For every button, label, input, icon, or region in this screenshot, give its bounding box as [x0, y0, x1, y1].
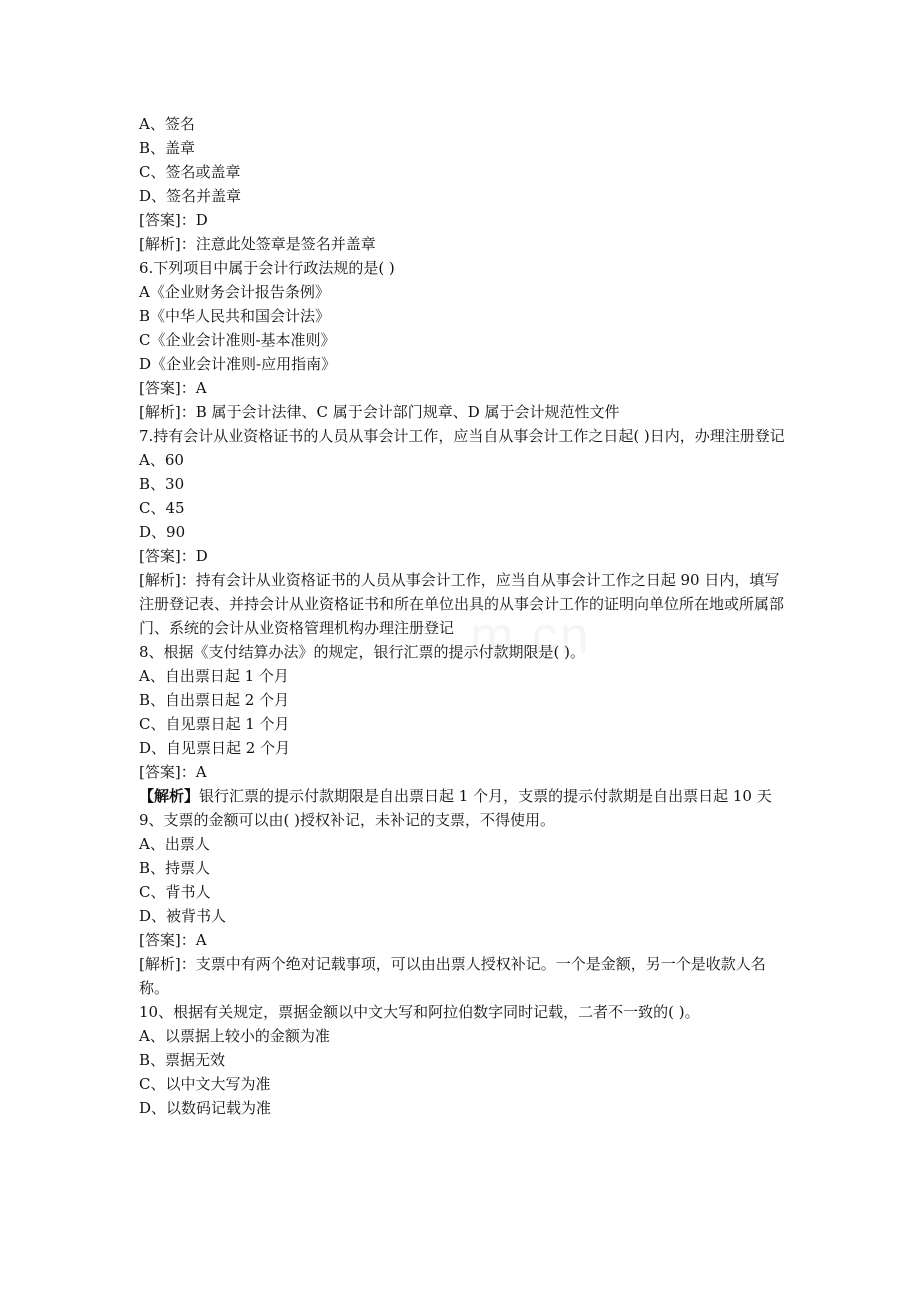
option-d: D、签名并盖章: [139, 187, 242, 205]
analysis: [解析]：注意此处签章是签名并盖章: [139, 235, 376, 253]
option-d: D、自见票日起 2 个月: [139, 739, 291, 757]
option-c: C、以中文大写为准: [139, 1075, 271, 1093]
option-a: A、以票据上较小的金额为准: [139, 1027, 330, 1045]
answer: [答案]：D: [139, 547, 208, 565]
question-6: 6.下列项目中属于会计行政法规的是( ): [139, 259, 395, 277]
analysis: [解析]：支票中有两个绝对记载事项，可以由出票人授权补记。一个是金额，另一个是收款人名称。: [139, 955, 766, 997]
option-c: C、自见票日起 1 个月: [139, 715, 290, 733]
analysis: [解析]：持有会计从业资格证书的人员从事会计工作，应当自从事会计工作之日起 90 日内，填写注册登记表、并持会计从业资格证书和所在单位出具的从事会计工作的证明向单位所在地或所属部门、系统的会计从业资格管理机构办理注册登记: [139, 571, 785, 637]
option-b: B、30: [139, 475, 185, 493]
option-b: B、盖章: [139, 139, 196, 157]
question-10: 10、根据有关规定，票据金额以中文大写和阿拉伯数字同时记载，二者不一致的( )。: [139, 1003, 700, 1021]
option-a: A、自出票日起 1 个月: [139, 667, 289, 685]
option-c: C、签名或盖章: [139, 163, 241, 181]
option-a: A《企业财务会计报告条例》: [139, 283, 330, 301]
answer: [答案]：A: [139, 379, 207, 397]
answer: [答案]：D: [139, 211, 208, 229]
option-d: D、90: [139, 523, 186, 541]
option-b: B、票据无效: [139, 1051, 226, 1069]
option-d: D、被背书人: [139, 907, 227, 925]
answer: [答案]：A: [139, 931, 207, 949]
option-b: B《中华人民共和国会计法》: [139, 307, 331, 325]
option-c: C、背书人: [139, 883, 211, 901]
question-9: 9、支票的金额可以由( )授权补记，未补记的支票，不得使用。: [139, 811, 556, 829]
option-c: C《企业会计准则-基本准则》: [139, 331, 336, 349]
option-a: A、60: [139, 451, 184, 469]
option-c: C、45: [139, 499, 185, 517]
analysis: [139, 784, 787, 808]
option-b: B、持票人: [139, 859, 211, 877]
question-8: 8、根据《支付结算办法》的规定，银行汇票的提示付款期限是( )。: [139, 643, 586, 661]
question-7: 7.持有会计从业资格证书的人员从事会计工作，应当自从事会计工作之日起( )日内，办理注册登记: [139, 427, 785, 445]
option-d: D、以数码记载为准: [139, 1099, 272, 1117]
watermark: m.cn: [470, 607, 591, 665]
option-a: A、出票人: [139, 835, 210, 853]
analysis-label: 【解析】: [139, 787, 200, 805]
option-b: B、自出票日起 2 个月: [139, 691, 290, 709]
option-d: D《企业会计准则-应用指南》: [139, 355, 337, 373]
option-a: A、签名: [139, 115, 195, 133]
analysis-text: 银行汇票的提示付款期限是自出票日起 1 个月，支票的提示付款期是自出票日起 10 天: [199, 787, 772, 805]
answer: [答案]：A: [139, 763, 207, 781]
analysis: [解析]：B 属于会计法律、C 属于会计部门规章、D 属于会计规范性文件: [139, 403, 620, 421]
document-body: [139, 112, 787, 1120]
